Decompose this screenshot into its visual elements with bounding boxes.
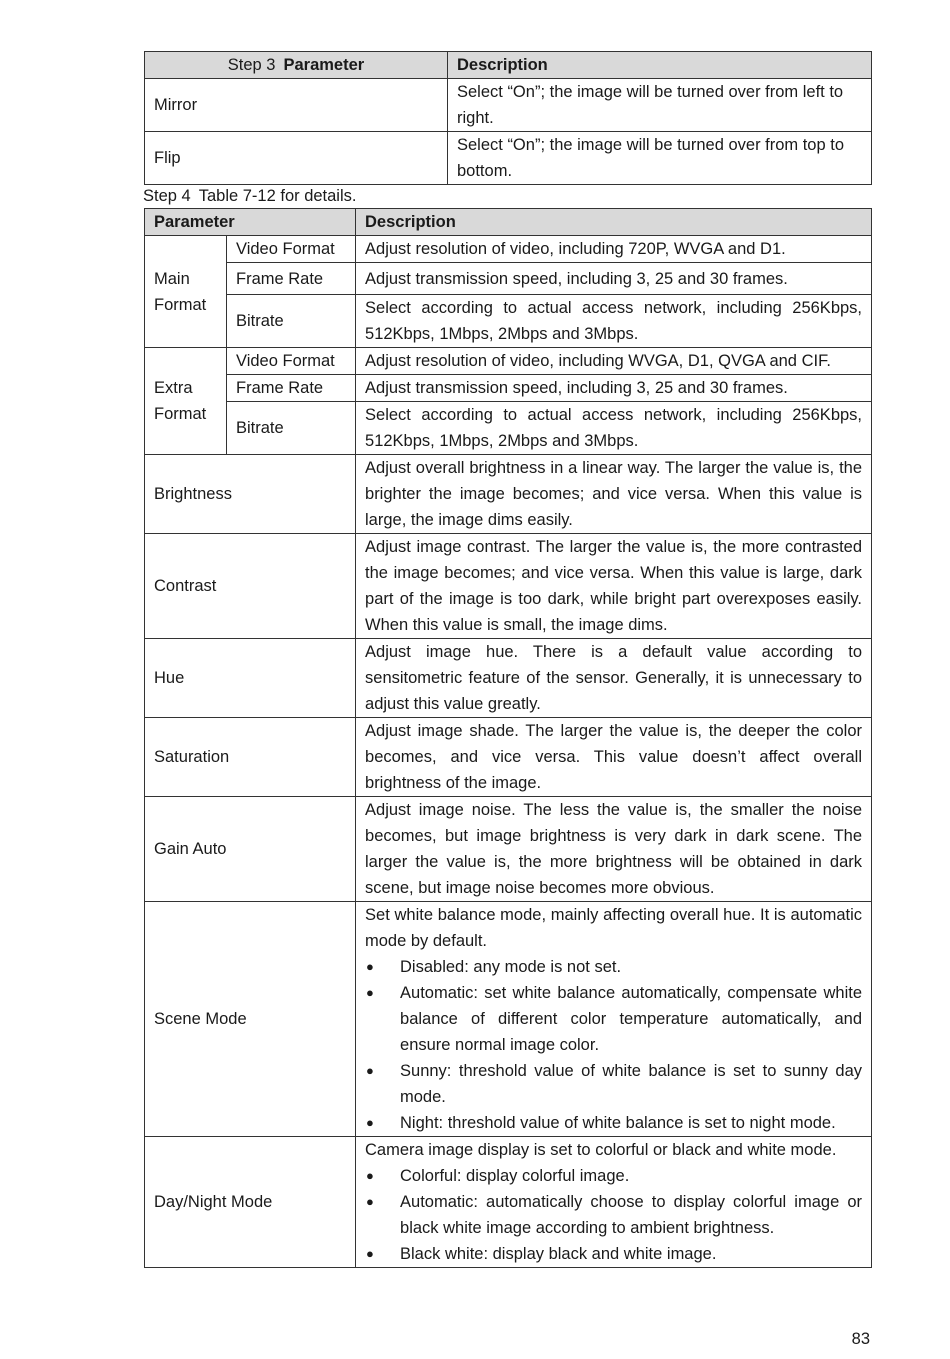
param-hue: Hue bbox=[145, 639, 356, 718]
step4-text bbox=[143, 184, 356, 208]
table2-header-description: Description bbox=[356, 209, 872, 236]
table-row bbox=[145, 263, 872, 295]
desc-saturation: Adjust image shade. The larger the value is, the deeper the color becomes, and vice versa. This value doesn’t affect overall brightness of the image. bbox=[356, 718, 872, 797]
desc-video-format: Adjust resolution of video, including 720P, WVGA and D1. bbox=[356, 236, 872, 263]
table-row bbox=[145, 1137, 872, 1268]
param-gain-auto: Gain Auto bbox=[145, 797, 356, 902]
table-row bbox=[145, 455, 872, 534]
desc-contrast: Adjust image contrast. The larger the value is, the more contrasted the image becomes; and vice versa. When this value is large, dark part of the image is too dark, while bright part overexposes easily. When this value is small, the image dims. bbox=[356, 534, 872, 639]
param-brightness: Brightness bbox=[145, 455, 356, 534]
param-flip: Flip bbox=[145, 132, 448, 185]
table-row bbox=[145, 534, 872, 639]
desc-mirror: Select “On”; the image will be turned over from left to right. bbox=[448, 79, 872, 132]
list-item: ● Automatic: automatically choose to display colorful image or black white image according to ambient brightness. bbox=[365, 1189, 862, 1241]
list-item: ● Sunny: threshold value of white balance is set to sunny day mode. bbox=[365, 1058, 862, 1110]
sub-video-format: Video Format bbox=[227, 236, 356, 263]
table-row bbox=[145, 639, 872, 718]
list-item: ● Automatic: set white balance automatically, compensate white balance of different color temperature automatically, and ensure normal image color. bbox=[365, 980, 862, 1058]
table-row bbox=[145, 718, 872, 797]
step3-label: Step 3 bbox=[227, 56, 276, 74]
desc-gain-auto: Adjust image noise. The less the value is, the smaller the noise becomes, but image brightness is very dark in dark scene. The larger the value is, the more brightness will be obtained in dark scene, but image noise becomes more obvious. bbox=[356, 797, 872, 902]
table-row bbox=[145, 402, 872, 455]
day-night-intro: Camera image display is set to colorful or black and white mode. bbox=[365, 1141, 837, 1159]
list-item: ● Colorful: display colorful image. bbox=[365, 1163, 862, 1189]
table-row bbox=[145, 132, 872, 185]
table-row bbox=[145, 797, 872, 902]
list-item: ● Night: threshold value of white balance is set to night mode. bbox=[365, 1110, 862, 1136]
table-row bbox=[145, 902, 872, 1137]
scene-mode-intro: Set white balance mode, mainly affecting overall hue. It is automatic mode by default. bbox=[365, 906, 863, 950]
group-main-format: Main Format bbox=[145, 236, 227, 348]
table-row bbox=[145, 348, 872, 375]
desc-hue: Adjust image hue. There is a default value according to sensitometric feature of the sensor. Generally, it is unnecessary to adjust this value greatly. bbox=[356, 639, 872, 718]
mirror-flip-table bbox=[144, 51, 872, 185]
list-item: ● Disabled: any mode is not set. bbox=[365, 954, 862, 980]
table1-header-parameter bbox=[145, 52, 448, 79]
sub-frame-rate: Frame Rate bbox=[227, 375, 356, 402]
table1-header-parameter-text: Parameter bbox=[283, 56, 365, 74]
table-row bbox=[145, 79, 872, 132]
desc-frame-rate: Adjust transmission speed, including 3, 25 and 30 frames. bbox=[356, 263, 872, 295]
desc-day-night-mode bbox=[356, 1137, 872, 1268]
desc-scene-mode bbox=[356, 902, 872, 1137]
scene-mode-options bbox=[365, 954, 862, 1136]
table1-header-description: Description bbox=[448, 52, 872, 79]
group-extra-format: Extra Format bbox=[145, 348, 227, 455]
desc-flip: Select “On”; the image will be turned over from top to bottom. bbox=[448, 132, 872, 185]
param-mirror: Mirror bbox=[145, 79, 448, 132]
param-contrast: Contrast bbox=[145, 534, 356, 639]
param-saturation: Saturation bbox=[145, 718, 356, 797]
day-night-options bbox=[365, 1163, 862, 1267]
image-parameters-table bbox=[144, 208, 872, 1268]
sub-video-format: Video Format bbox=[227, 348, 356, 375]
list-item: ● Black white: display black and white image. bbox=[365, 1241, 862, 1267]
table2-header-parameter: Parameter bbox=[145, 209, 356, 236]
desc-bitrate: Select according to actual access network, including 256Kbps, 512Kbps, 1Mbps, 2Mbps and 3Mbps. bbox=[356, 402, 872, 455]
param-day-night-mode: Day/Night Mode bbox=[145, 1137, 356, 1268]
table-row bbox=[145, 295, 872, 348]
sub-bitrate: Bitrate bbox=[227, 295, 356, 348]
desc-bitrate: Select according to actual access network, including 256Kbps, 512Kbps, 1Mbps, 2Mbps and 3Mbps. bbox=[356, 295, 872, 348]
sub-bitrate: Bitrate bbox=[227, 402, 356, 455]
step4-label: Step 4 bbox=[143, 187, 191, 205]
step4-body: Table 7-12 for details. bbox=[198, 187, 357, 205]
sub-frame-rate: Frame Rate bbox=[227, 263, 356, 295]
table-row bbox=[145, 375, 872, 402]
param-scene-mode: Scene Mode bbox=[145, 902, 356, 1137]
table-row bbox=[145, 236, 872, 263]
desc-brightness: Adjust overall brightness in a linear way. The larger the value is, the brighter the image becomes; and vice versa. When this value is large, the image dims easily. bbox=[356, 455, 872, 534]
desc-video-format: Adjust resolution of video, including WVGA, D1, QVGA and CIF. bbox=[356, 348, 872, 375]
desc-frame-rate: Adjust transmission speed, including 3, 25 and 30 frames. bbox=[356, 375, 872, 402]
page-number: 83 bbox=[851, 1330, 870, 1348]
